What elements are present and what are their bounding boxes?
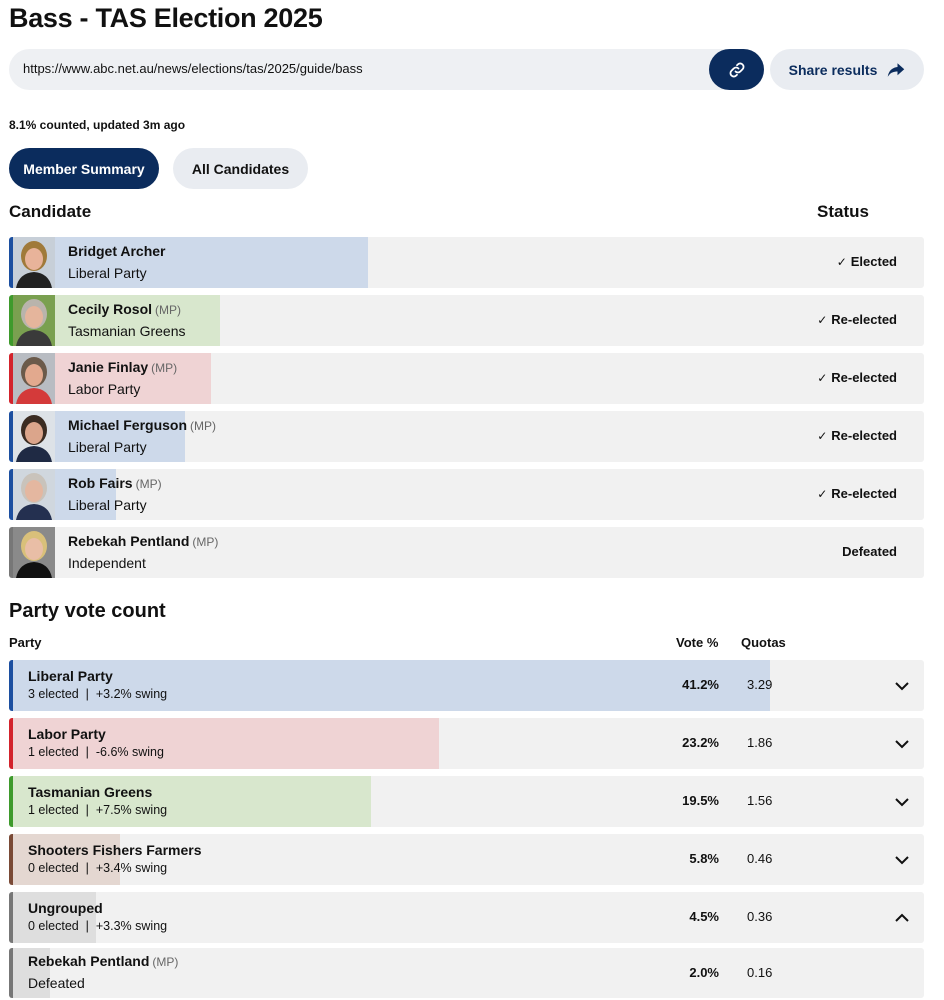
candidate-name: Rob Fairs (MP) xyxy=(68,475,162,491)
candidate-name: Janie Finlay (MP) xyxy=(68,359,178,375)
chevron-down-icon[interactable] xyxy=(893,851,911,869)
party-name: Liberal Party xyxy=(28,668,113,684)
party-column-header: Party xyxy=(9,635,42,650)
avatar xyxy=(13,469,55,520)
vote-percent: 23.2% xyxy=(682,735,719,750)
check-icon: ✓ xyxy=(836,255,847,269)
avatar xyxy=(13,353,55,404)
count-status: 8.1% counted, updated 3m ago xyxy=(9,118,186,132)
share-arrow-icon xyxy=(887,62,905,78)
candidate-status: Defeated xyxy=(28,975,85,991)
party-elected-swing: 1 elected | +7.5% swing xyxy=(28,803,168,817)
chevron-up-icon[interactable] xyxy=(893,909,911,927)
quota-value: 0.16 xyxy=(747,965,773,980)
avatar xyxy=(13,527,55,578)
party-name: Shooters Fishers Farmers xyxy=(28,842,202,858)
check-icon: ✓ xyxy=(817,371,828,385)
tab-all-candidates[interactable]: All Candidates xyxy=(173,148,308,189)
candidate-name: Bridget Archer xyxy=(68,243,166,259)
avatar xyxy=(13,237,55,288)
status-badge: ✓ Re-elected xyxy=(817,428,897,443)
party-elected-swing: 0 elected | +3.4% swing xyxy=(28,861,168,875)
vote-percent: 2.0% xyxy=(689,965,719,980)
party-row[interactable] xyxy=(9,776,924,827)
vote-share-bar xyxy=(13,660,773,711)
candidate-name: Michael Ferguson (MP) xyxy=(68,417,217,433)
candidate-row xyxy=(9,237,924,288)
candidate-name: Cecily Rosol (MP) xyxy=(68,301,182,317)
status-badge: ✓ Re-elected xyxy=(817,312,897,327)
party-elected-swing: 0 elected | +3.3% swing xyxy=(28,919,168,933)
party-section-title: Party vote count xyxy=(9,600,166,622)
party-name: Labor Party xyxy=(28,726,106,742)
quotas-column-header: Quotas xyxy=(741,635,786,650)
share-results-button[interactable] xyxy=(770,49,924,90)
status-column-header: Status xyxy=(817,202,869,221)
quota-value: 0.36 xyxy=(747,909,773,924)
page-title: Bass - TAS Election 2025 xyxy=(9,3,323,33)
candidate-row xyxy=(9,353,924,404)
link-icon xyxy=(728,61,746,79)
party-name: Ungrouped xyxy=(28,900,103,916)
candidate-column-header: Candidate xyxy=(9,202,92,221)
candidate-party: Liberal Party xyxy=(68,265,147,281)
status-badge: Defeated xyxy=(842,544,897,559)
candidate-party: Liberal Party xyxy=(68,439,147,455)
candidate-party: Labor Party xyxy=(68,381,141,397)
tab-member-summary[interactable]: Member Summary xyxy=(9,148,159,189)
vote-percent: 5.8% xyxy=(689,851,719,866)
quota-value: 3.29 xyxy=(747,677,773,692)
party-row[interactable] xyxy=(9,660,924,711)
party-row[interactable] xyxy=(9,892,924,943)
candidate-name: Rebekah Pentland (MP) xyxy=(68,533,219,549)
quota-value: 1.86 xyxy=(747,735,773,750)
avatar xyxy=(13,295,55,346)
share-results-label: Share results xyxy=(788,61,878,78)
party-row[interactable] xyxy=(9,834,924,885)
status-badge: ✓ Re-elected xyxy=(817,486,897,501)
check-icon: ✓ xyxy=(817,429,828,443)
party-elected-swing: 3 elected | +3.2% swing xyxy=(28,687,168,701)
candidate-party: Tasmanian Greens xyxy=(68,323,186,339)
candidate-party: Independent xyxy=(68,555,146,571)
avatar xyxy=(13,411,55,462)
share-url-text: https://www.abc.net.au/news/elections/tas/2025/guide/bass xyxy=(23,61,363,76)
status-badge: ✓ Re-elected xyxy=(817,370,897,385)
vote-column-header: Vote % xyxy=(676,635,719,650)
candidate-party: Liberal Party xyxy=(68,497,147,513)
quota-value: 1.56 xyxy=(747,793,773,808)
party-row[interactable] xyxy=(9,718,924,769)
party-name: Tasmanian Greens xyxy=(28,784,153,800)
status-badge: ✓ Elected xyxy=(836,254,897,269)
chevron-down-icon[interactable] xyxy=(893,735,911,753)
vote-percent: 19.5% xyxy=(682,793,719,808)
candidate-row xyxy=(9,527,924,578)
candidate-row xyxy=(9,469,924,520)
check-icon: ✓ xyxy=(817,487,828,501)
chevron-down-icon[interactable] xyxy=(893,793,911,811)
chevron-down-icon[interactable] xyxy=(893,677,911,695)
copy-link-button[interactable] xyxy=(709,49,764,90)
party-elected-swing: 1 elected | -6.6% swing xyxy=(28,745,164,759)
candidate-row xyxy=(9,411,924,462)
check-icon: ✓ xyxy=(817,313,828,327)
candidate-row xyxy=(9,295,924,346)
vote-percent: 4.5% xyxy=(689,909,719,924)
vote-percent: 41.2% xyxy=(682,677,719,692)
candidate-name: Rebekah Pentland (MP) xyxy=(28,953,179,969)
ungrouped-candidate-row xyxy=(9,948,924,998)
share-url-field[interactable] xyxy=(9,49,764,90)
quota-value: 0.46 xyxy=(747,851,773,866)
